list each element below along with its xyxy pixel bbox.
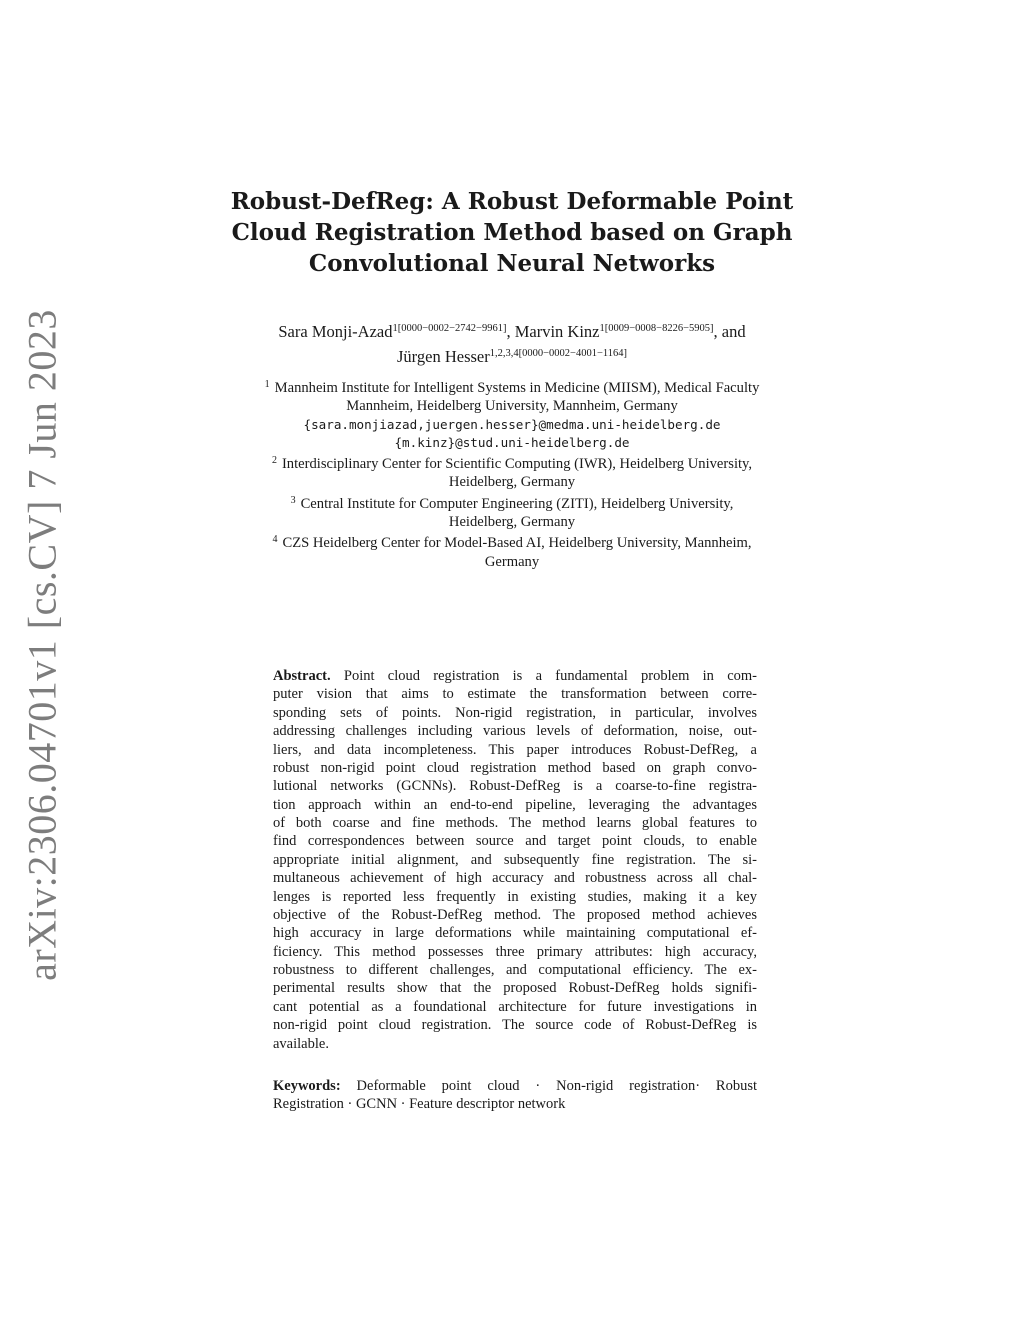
author-name: Jürgen Hesser bbox=[397, 347, 490, 366]
affiliation-text: Central Institute for Computer Engineering (ZITI), Heidelberg University, bbox=[300, 495, 734, 512]
author-separator: , and bbox=[713, 322, 746, 341]
email-address: {sara.monjiazad,juergen.hesser}@medma.uni-heidelberg.de bbox=[303, 416, 721, 432]
abstract-line: perimental results show that the proposed Robust-DefReg holds signifi- bbox=[273, 980, 757, 997]
abstract-line: lenges is reported less frequently in existing studies, making it a key bbox=[273, 888, 757, 905]
keywords-label: Keywords: bbox=[273, 1078, 341, 1094]
abstract-line: tion approach within an end-to-end pipeline, leveraging the advantages bbox=[273, 796, 757, 813]
author-line bbox=[212, 318, 812, 343]
abstract-line: cant potential as a foundational architecture for future investigations in bbox=[273, 998, 757, 1015]
keywords bbox=[273, 1077, 757, 1114]
abstract-line: of both coarse and fine methods. The method learns global features to bbox=[273, 815, 757, 831]
author-name: Sara Monji-Azad bbox=[278, 322, 393, 341]
author-list bbox=[212, 318, 812, 368]
arxiv-identifier-stamp: arXiv:2306.04701v1 [cs.CV] 7 Jun 2023 bbox=[19, 309, 65, 981]
abstract-line: high accuracy in large deformations while maintaining computational ef- bbox=[273, 925, 757, 942]
affiliation-text: Mannheim Institute for Intelligent Systems in Medicine (MIISM), Medical Faculty bbox=[274, 380, 760, 396]
affiliation-line bbox=[212, 492, 812, 513]
affiliation-line bbox=[212, 376, 812, 397]
affiliation-number: 3 bbox=[290, 494, 296, 506]
abstract-line: robustness to different challenges, and computational efficiency. The ex- bbox=[273, 962, 757, 978]
title-line: Cloud Registration Method based on Graph bbox=[231, 219, 793, 246]
abstract-line bbox=[273, 667, 757, 685]
affiliations bbox=[212, 376, 812, 571]
affiliation-number: 4 bbox=[272, 534, 278, 546]
abstract-line: appropriate initial alignment, and subsequently fine registration. The si- bbox=[273, 851, 757, 868]
author-line bbox=[212, 343, 812, 368]
keywords-line bbox=[273, 1077, 757, 1095]
affiliation-line: Mannheim, Heidelberg University, Mannheim, Germany bbox=[346, 398, 678, 415]
abstract-line: addressing challenges including various levels of deformation, noise, out- bbox=[273, 723, 757, 740]
affiliation-text: Interdisciplinary Center for Scientific Computing (IWR), Heidelberg University, bbox=[281, 456, 753, 473]
affiliation-line: Heidelberg, Germany bbox=[448, 514, 576, 531]
abstract-line: multaneous achievement of high accuracy and robustness across all chal- bbox=[273, 870, 757, 887]
affiliation-number: 2 bbox=[271, 455, 277, 467]
abstract-line: available. bbox=[273, 1035, 329, 1052]
abstract-line: sponding sets of points. Non-rigid registration, in particular, involves bbox=[273, 704, 757, 721]
keywords-line: Registration · GCNN · Feature descriptor network bbox=[273, 1096, 566, 1113]
affiliation-line: Germany bbox=[484, 553, 540, 570]
email-address: {m.kinz}@stud.uni-heidelberg.de bbox=[394, 434, 630, 450]
abstract-line: lutional networks (GCNNs). Robust-DefReg is a coarse-to-fine registra- bbox=[273, 778, 757, 795]
abstract-line: liers, and data incompleteness. This paper introduces Robust-DefReg, a bbox=[273, 741, 757, 758]
title-line: Convolutional Neural Networks bbox=[308, 250, 716, 277]
abstract-text: Point cloud registration is a fundamental problem in com- bbox=[343, 668, 758, 684]
abstract-line: find correspondences between source and target point clouds, to enable bbox=[273, 833, 757, 850]
abstract bbox=[273, 667, 757, 1053]
abstract-line: non-rigid point cloud registration. The source code of Robust-DefReg is bbox=[273, 1017, 757, 1034]
paper-title bbox=[212, 186, 812, 279]
author-orcid: 1,2,3,4[0000−0002−4001−1164] bbox=[489, 348, 627, 359]
keywords-text: Deformable point cloud · Non-rigid registration· Robust bbox=[356, 1078, 757, 1094]
abstract-label: Abstract. bbox=[273, 668, 331, 684]
affiliation-line bbox=[212, 531, 812, 552]
affiliation-number: 1 bbox=[264, 379, 270, 390]
abstract-line: puter vision that aims to estimate the transformation between corre- bbox=[273, 686, 757, 703]
abstract-line: robust non-rigid point cloud registration method based on graph convo- bbox=[273, 759, 757, 776]
author-name: , Marvin Kinz bbox=[506, 322, 600, 341]
author-orcid: 1[0000−0002−2742−9961] bbox=[392, 323, 507, 334]
affiliation-line: Heidelberg, Germany bbox=[448, 474, 576, 491]
abstract-line: ficiency. This method possesses three primary attributes: high accuracy, bbox=[273, 943, 757, 960]
abstract-line: objective of the Robust-DefReg method. The proposed method achieves bbox=[273, 906, 757, 923]
title-line: Robust-DefReg: A Robust Deformable Point bbox=[230, 188, 794, 215]
affiliation-text: CZS Heidelberg Center for Model-Based AI, Heidelberg University, Mannheim, bbox=[282, 535, 752, 552]
affiliation-line bbox=[212, 452, 812, 473]
author-orcid: 1[0009−0008−8226−5905] bbox=[599, 323, 714, 334]
